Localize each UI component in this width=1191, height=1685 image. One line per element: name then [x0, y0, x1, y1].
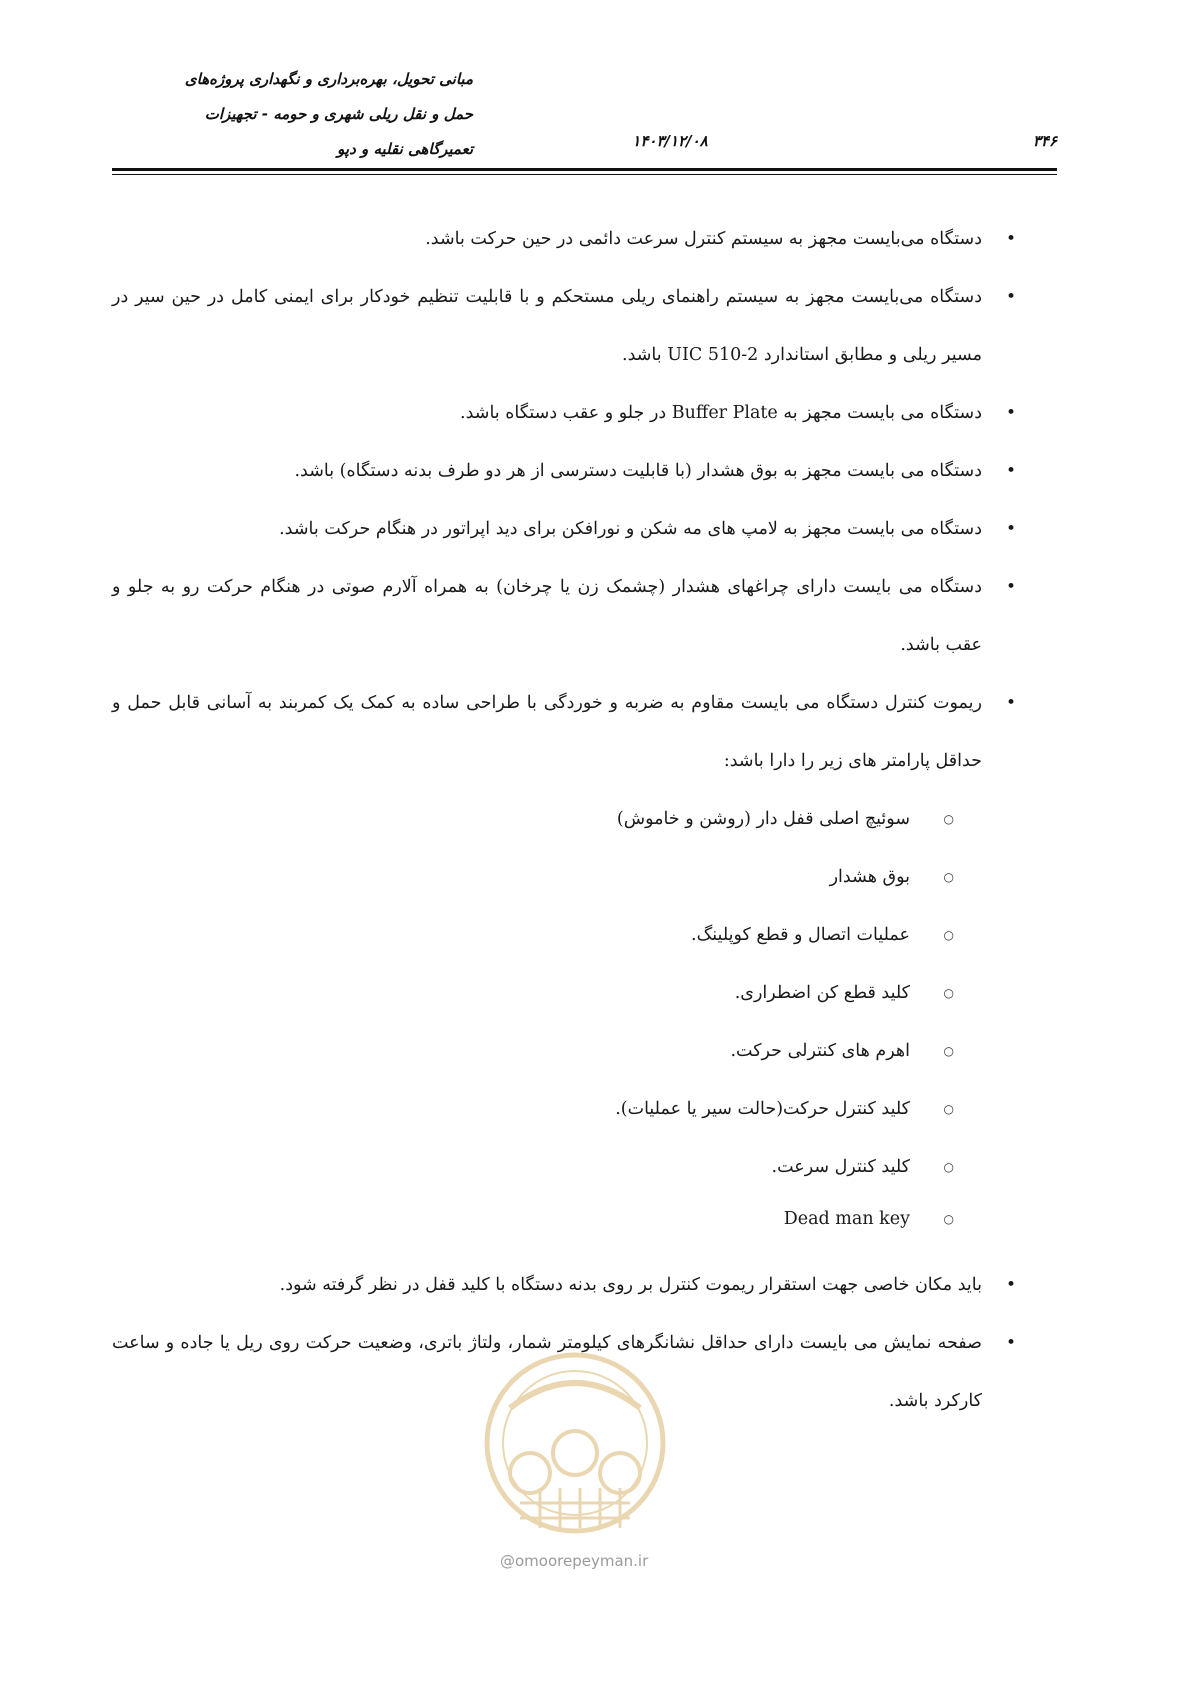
bullet-item	[112, 210, 1016, 268]
header-date: ۱۴۰۳/۱۲/۰۸	[632, 132, 708, 150]
bullet-text: دستگاه می بایست مجهز به بوق هشدار (با قابلیت دسترسی از هر دو طرف بدنه دستگاه) باشد.	[294, 461, 982, 481]
bullet-text: دستگاه می بایست مجهز به Buffer Plate در جلو و عقب دستگاه باشد.	[460, 403, 982, 423]
hollow-circle-icon: ○	[943, 1044, 954, 1058]
hollow-circle-icon: ○	[943, 1102, 954, 1116]
document-body	[112, 210, 1016, 1430]
bullet-dot-icon: •	[1005, 577, 1016, 597]
header-title-line: مبانی تحویل، بهره‌برداری و نگهداری پروژه‌های	[184, 70, 473, 88]
sub-item-text: سوئیچ اصلی قفل دار (روشن و خاموش)	[616, 809, 910, 829]
sub-list-item	[112, 1138, 954, 1196]
sub-list-item	[112, 1022, 954, 1080]
bullet-text: ریموت کنترل دستگاه می بایست مقاوم به ضربه و خوردگی با طراحی ساده به کمک یک کمربند به آسانی قابل حمل و حداقل پارامتر های زیر را دارا باشد:	[112, 693, 982, 771]
sub-item-text: عملیات اتصال و قطع کوپلینگ.	[691, 925, 910, 945]
sub-item-text: کلید کنترل حرکت(حالت سیر یا عملیات).	[615, 1099, 910, 1119]
sub-list-item	[112, 1196, 954, 1242]
bullet-text: دستگاه می بایست دارای چراغهای هشدار (چشمک زن یا چرخان) به همراه آلارم صوتی در هنگام حرکت رو به جلو و عقب باشد.	[112, 577, 982, 655]
header-title-line: تعمیرگاهی نقلیه و دپو	[337, 140, 473, 158]
page-number: ۳۴۶	[1032, 132, 1057, 150]
sub-item-text: بوق هشدار	[829, 867, 910, 887]
hollow-circle-icon: ○	[943, 1160, 954, 1174]
bullet-dot-icon: •	[1005, 229, 1016, 249]
bullet-dot-icon: •	[1005, 403, 1016, 423]
hollow-circle-icon: ○	[943, 812, 954, 826]
header-title	[113, 62, 473, 167]
header-rule-thick	[112, 168, 1057, 171]
bullet-text: صفحه نمایش می بایست دارای حداقل نشانگرهای کیلومتر شمار، ولتاژ باتری، وضعیت حرکت روی ریل یا جاده و ساعت کارکرد باشد.	[112, 1333, 982, 1411]
hollow-circle-icon: ○	[943, 986, 954, 1000]
watermark-gear-center	[553, 1431, 597, 1475]
sub-item-text: اهرم های کنترلی حرکت.	[730, 1041, 910, 1061]
bullet-text: دستگاه می‌بایست مجهز به سیستم راهنمای ریلی مستحکم و با قابلیت تنظیم خودکار برای ایمنی کامل در حین سیر در مسیر ریلی و مطابق استاندارد UIC 510-2 باشد.	[112, 287, 982, 365]
sub-item-text: Dead man key	[783, 1209, 910, 1229]
bullet-text: باید مکان خاصی جهت استقرار ریموت کنترل بر روی بدنه دستگاه با کلید قفل در نظر گرفته شود.	[279, 1275, 982, 1295]
sub-list-item	[112, 1080, 954, 1138]
bullet-item	[112, 268, 1016, 384]
hollow-circle-icon: ○	[943, 1212, 954, 1226]
bullet-dot-icon: •	[1005, 461, 1016, 481]
watermark-gear-left	[510, 1453, 550, 1493]
spacer	[112, 1242, 982, 1256]
bullet-item	[112, 558, 1016, 674]
bullet-text: دستگاه می بایست مجهز به لامپ های مه شکن و نورافکن برای دید اپراتور در هنگام حرکت باشد.	[279, 519, 982, 539]
sub-list-item	[112, 848, 954, 906]
bullet-item	[112, 674, 1016, 790]
bullet-item	[112, 384, 1016, 442]
bullet-item	[112, 442, 1016, 500]
watermark-url: @omoorepeyman.ir	[500, 1552, 649, 1570]
header-title-line: حمل و نقل ریلی شهری و حومه - تجهیزات	[204, 105, 473, 123]
bullet-dot-icon: •	[1005, 1333, 1016, 1353]
sub-list-item	[112, 964, 954, 1022]
sub-list-item	[112, 906, 954, 964]
bullet-dot-icon: •	[1005, 287, 1016, 307]
watermark-logo-icon	[480, 1338, 670, 1548]
remote-parameters-list	[112, 790, 982, 1242]
sub-item-text: کلید قطع کن اضطراری.	[734, 983, 910, 1003]
bullet-text: دستگاه می‌بایست مجهز به سیستم کنترل سرعت دائمی در حین حرکت باشد.	[425, 229, 982, 249]
bullet-dot-icon: •	[1005, 519, 1016, 539]
bullet-item	[112, 500, 1016, 558]
bullet-dot-icon: •	[1005, 1275, 1016, 1295]
bullet-item	[112, 1256, 1016, 1314]
sub-list-item	[112, 790, 954, 848]
hollow-circle-icon: ○	[943, 928, 954, 942]
sub-item-text: کلید کنترل سرعت.	[771, 1157, 910, 1177]
watermark-gear-right	[600, 1453, 640, 1493]
header-rule-thin	[112, 174, 1057, 175]
bullet-dot-icon: •	[1005, 693, 1016, 713]
hollow-circle-icon: ○	[943, 870, 954, 884]
